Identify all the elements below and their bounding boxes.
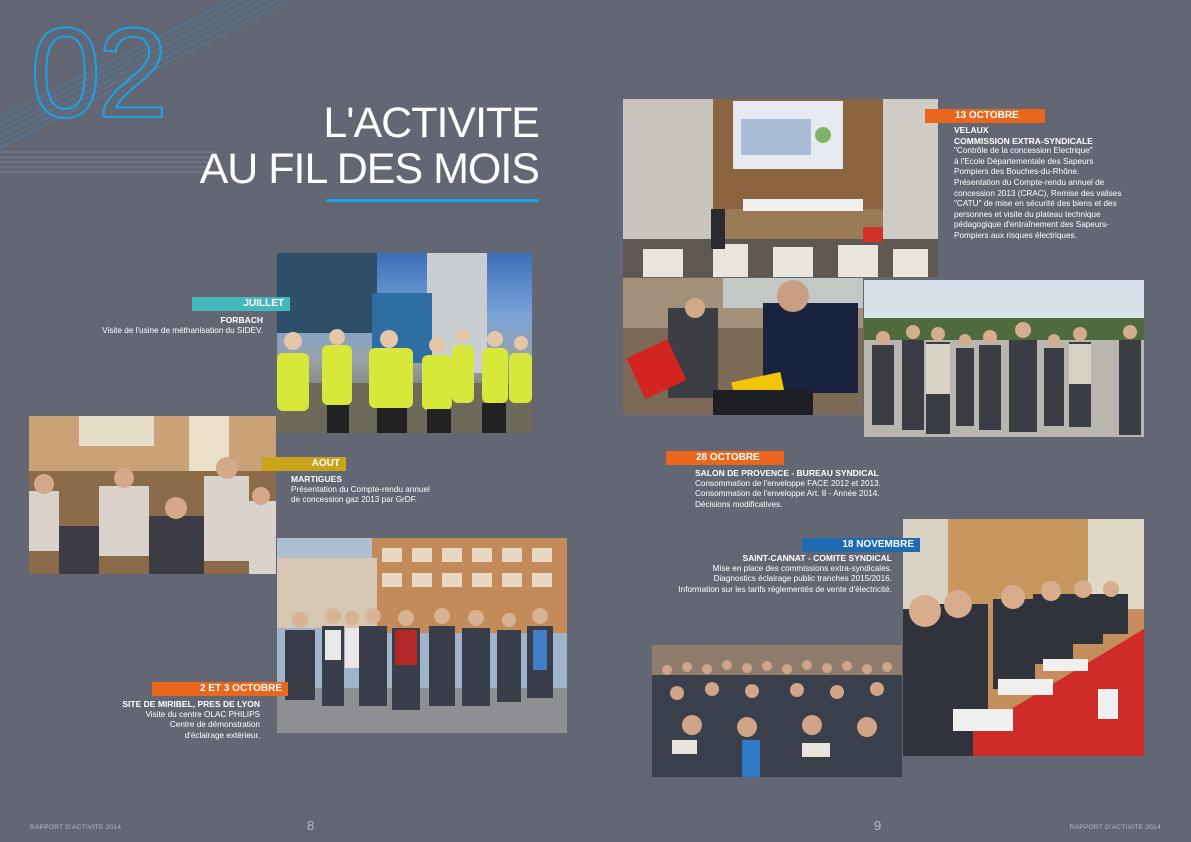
title-line-1: L'ACTIVITE <box>323 99 539 147</box>
footer-right-label: RAPPORT D'ACTIVITE 2014 <box>1069 824 1161 831</box>
event-13-octobre-line-3: Pompiers des Bouches-du-Rhône. <box>954 167 1080 177</box>
event-13-octobre-line-2: à l'Ecole Départementale des Sapeurs <box>954 156 1094 166</box>
event-13-octobre-line-5: concession 2013 (CRAC), Remise des valises <box>954 188 1122 198</box>
event-28-octobre-line-2: Consommation de l'enveloppe Art. 8 - Année 2014. <box>695 489 880 499</box>
photo-saint-cannat-audience <box>652 645 902 777</box>
event-2-3-octobre-place: SITE DE MIRIBEL, PRES DE LYON <box>122 699 260 709</box>
event-13-octobre-line-1: "Contrôle de la concession Electrique" <box>954 146 1093 156</box>
event-juillet <box>43 315 263 336</box>
event-13-octobre-line-8: pédagogique d'entraînement des Sapeurs- <box>954 220 1109 230</box>
event-juillet-line-1: Visite de l'usine de méthanisation du SIDEV. <box>102 325 263 335</box>
event-13-octobre-place: VELAUX <box>954 125 989 135</box>
event-28-octobre-line-1: Consommation de l'enveloppe FACE 2012 et 2013. <box>695 478 881 488</box>
event-2-3-octobre-line-3: d'éclairage extérieur. <box>184 730 260 740</box>
photo-forbach-visit <box>277 253 532 433</box>
tag-2-3-octobre: 2 ET 3 OCTOBRE <box>152 682 288 696</box>
event-aout <box>291 474 491 506</box>
page-number-right: 9 <box>874 818 882 833</box>
event-2-3-octobre-line-2: Centre de démonstration <box>169 720 260 730</box>
tag-13-octobre: 13 OCTOBRE <box>925 109 1045 123</box>
tag-aout: AOUT <box>262 457 346 471</box>
event-13-octobre-line-7: personnes et visite du plateau technique <box>954 209 1101 219</box>
photo-velaux-site-visit <box>864 280 1144 437</box>
event-13-octobre <box>954 125 1124 242</box>
tag-juillet: JUILLET <box>192 297 290 311</box>
section-title <box>200 100 539 192</box>
photo-martigues-meeting <box>29 416 276 574</box>
event-13-octobre-line-9: Pompiers aux risques électriques. <box>954 230 1077 240</box>
event-aout-line-2: de concession gaz 2013 par GrDF. <box>291 495 418 505</box>
event-13-octobre-subtitle: COMMISSION EXTRA-SYNDICALE <box>954 135 1093 146</box>
footer-left-label: RAPPORT D'ACTIVITE 2014 <box>30 824 122 831</box>
photo-catu-kit <box>623 278 863 415</box>
photo-velaux-presentation <box>623 99 938 277</box>
event-28-octobre-place: SALON DE PROVENCE - BUREAU SYNDICAL <box>695 468 879 478</box>
event-2-3-octobre <box>40 699 260 741</box>
event-juillet-place: FORBACH <box>220 315 263 325</box>
title-line-2: AU FIL DES MOIS <box>199 145 539 193</box>
event-28-octobre-line-3: Décisions modificatives. <box>695 499 783 509</box>
event-aout-line-1: Présentation du Compte-rendu annuel <box>291 484 430 494</box>
event-aout-place: MARTIGUES <box>291 474 342 484</box>
section-number: 02 <box>30 2 165 145</box>
event-13-octobre-line-6: "CATU" de mise en sécurité des biens et des <box>954 199 1117 209</box>
event-13-octobre-line-4: Présentation du Compte-rendu annuel de <box>954 177 1105 187</box>
event-18-novembre-place: SAINT-CANNAT - COMITE SYNDICAL <box>742 553 892 563</box>
photo-saint-cannat-panel <box>903 519 1144 756</box>
event-18-novembre-line-2: Diagnostics éclairage public tranches 2015/2016. <box>713 574 892 584</box>
event-18-novembre <box>652 553 892 595</box>
event-18-novembre-line-3: Information sur les tarifs réglementés de vente d'électricité. <box>678 584 892 594</box>
tag-28-octobre: 28 OCTOBRE <box>666 451 784 465</box>
event-18-novembre-line-1: Mise en place des commissions extra-syndicales. <box>712 563 892 573</box>
photo-miribel-group <box>277 538 567 733</box>
page-number-left: 8 <box>307 818 315 833</box>
event-28-octobre <box>695 468 905 510</box>
title-underline <box>326 199 539 202</box>
event-2-3-octobre-line-1: Visite du centre OLAC PHILIPS <box>145 709 260 719</box>
tag-18-novembre: 18 NOVEMBRE <box>802 538 920 552</box>
